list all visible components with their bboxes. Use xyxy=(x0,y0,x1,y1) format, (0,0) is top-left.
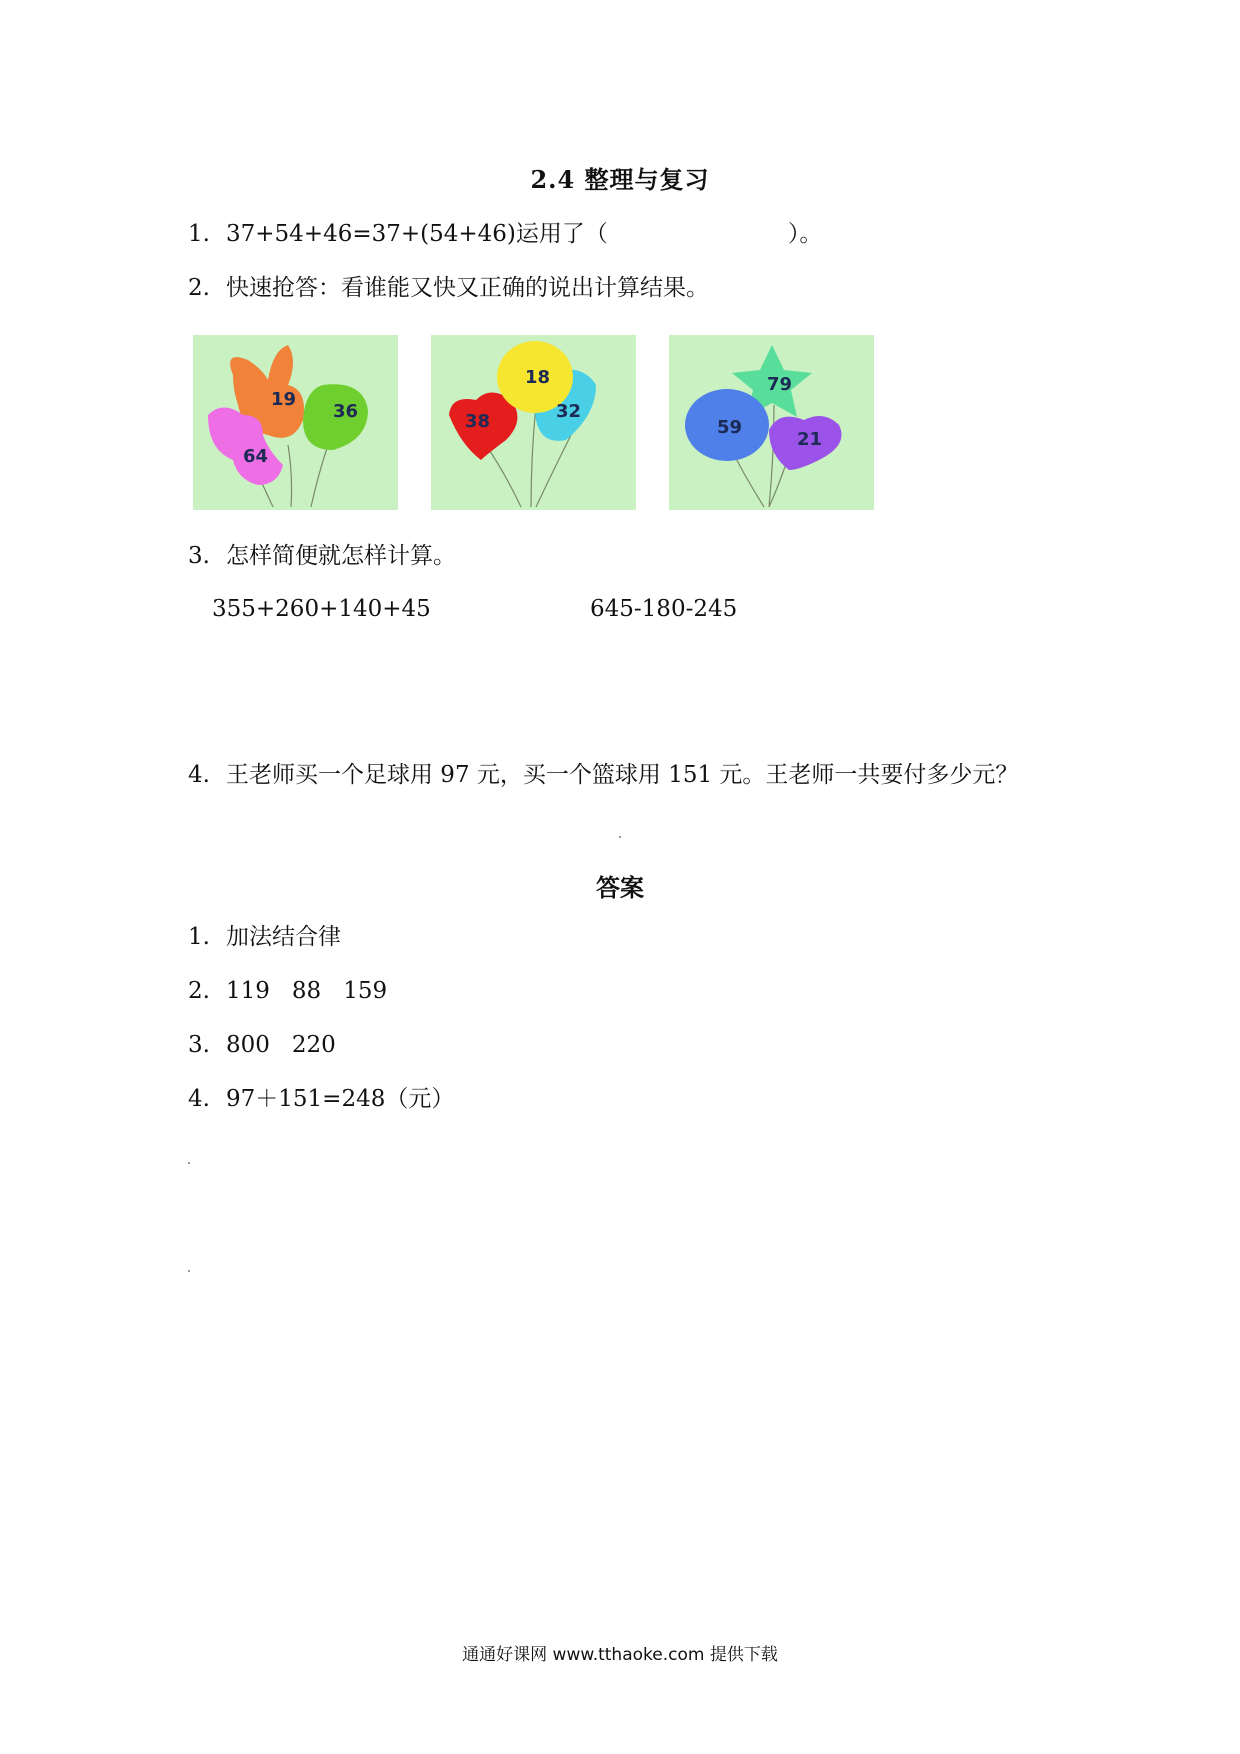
balloon-panel-3 xyxy=(669,335,874,510)
answer-value: 88 xyxy=(291,978,322,1004)
answer-3 xyxy=(188,1030,336,1060)
balloon-number: 59 xyxy=(717,417,743,438)
question-number: 1. xyxy=(188,221,210,247)
question-4 xyxy=(188,760,1018,790)
balloon-number: 19 xyxy=(271,389,297,410)
answer-value: 119 xyxy=(226,978,270,1004)
balloon-number: 18 xyxy=(525,367,551,388)
balloon-panel-2 xyxy=(431,335,636,510)
question-1-text: 37+54+46=37+(54+46)运用了（ xyxy=(226,221,608,247)
balloon-panel-1 xyxy=(193,335,398,510)
stray-dot xyxy=(188,1162,190,1164)
answer-1 xyxy=(188,922,341,952)
question-4-text: 王老师买一个足球用 97 元，买一个篮球用 151 元。王老师一共要付多少元？ xyxy=(226,762,1019,788)
balloon-illustration-2 xyxy=(431,335,636,510)
balloon-number: 79 xyxy=(767,374,793,395)
question-number: 4. xyxy=(188,762,210,788)
answer-4 xyxy=(188,1084,454,1114)
answer-value: 159 xyxy=(343,978,388,1004)
question-number: 2. xyxy=(188,275,210,301)
answer-1-text: 加法结合律 xyxy=(226,924,341,950)
question-2 xyxy=(188,273,709,303)
balloon-number: 36 xyxy=(333,401,359,422)
answer-number: 2. xyxy=(188,978,210,1004)
question-1-text-end: ）。 xyxy=(787,221,823,247)
page-title: 2.4 整理与复习 xyxy=(530,165,710,194)
balloon-number: 21 xyxy=(797,429,823,450)
balloon-illustration-1 xyxy=(193,335,398,510)
answer-number: 1. xyxy=(188,924,210,950)
answer-value: 800 xyxy=(226,1032,270,1058)
stray-dot xyxy=(619,836,621,838)
question-number: 3. xyxy=(188,543,210,569)
balloon-number: 64 xyxy=(243,446,269,467)
answer-2 xyxy=(188,976,387,1006)
expression-2: 645-180-245 xyxy=(590,596,738,622)
balloon-illustration-3 xyxy=(669,335,874,510)
stray-dot xyxy=(188,1270,190,1272)
question-2-text: 快速抢答：看谁能又快又正确的说出计算结果。 xyxy=(226,275,709,301)
answer-number: 4. xyxy=(188,1086,210,1112)
expression-1: 355+260+140+45 xyxy=(212,596,431,622)
question-3 xyxy=(188,541,456,571)
answers-title: 答案 xyxy=(596,873,644,902)
question-3-text: 怎样简便就怎样计算。 xyxy=(226,543,456,569)
answer-value: 220 xyxy=(291,1032,336,1058)
question-1 xyxy=(188,219,822,249)
answer-number: 3. xyxy=(188,1032,210,1058)
footer-text: 通通好课网 www.tthaoke.com 提供下载 xyxy=(462,1645,778,1665)
balloon-number: 38 xyxy=(465,411,491,432)
answer-4-text: 97＋151=248（元） xyxy=(226,1086,455,1112)
balloon-number: 32 xyxy=(556,401,582,422)
